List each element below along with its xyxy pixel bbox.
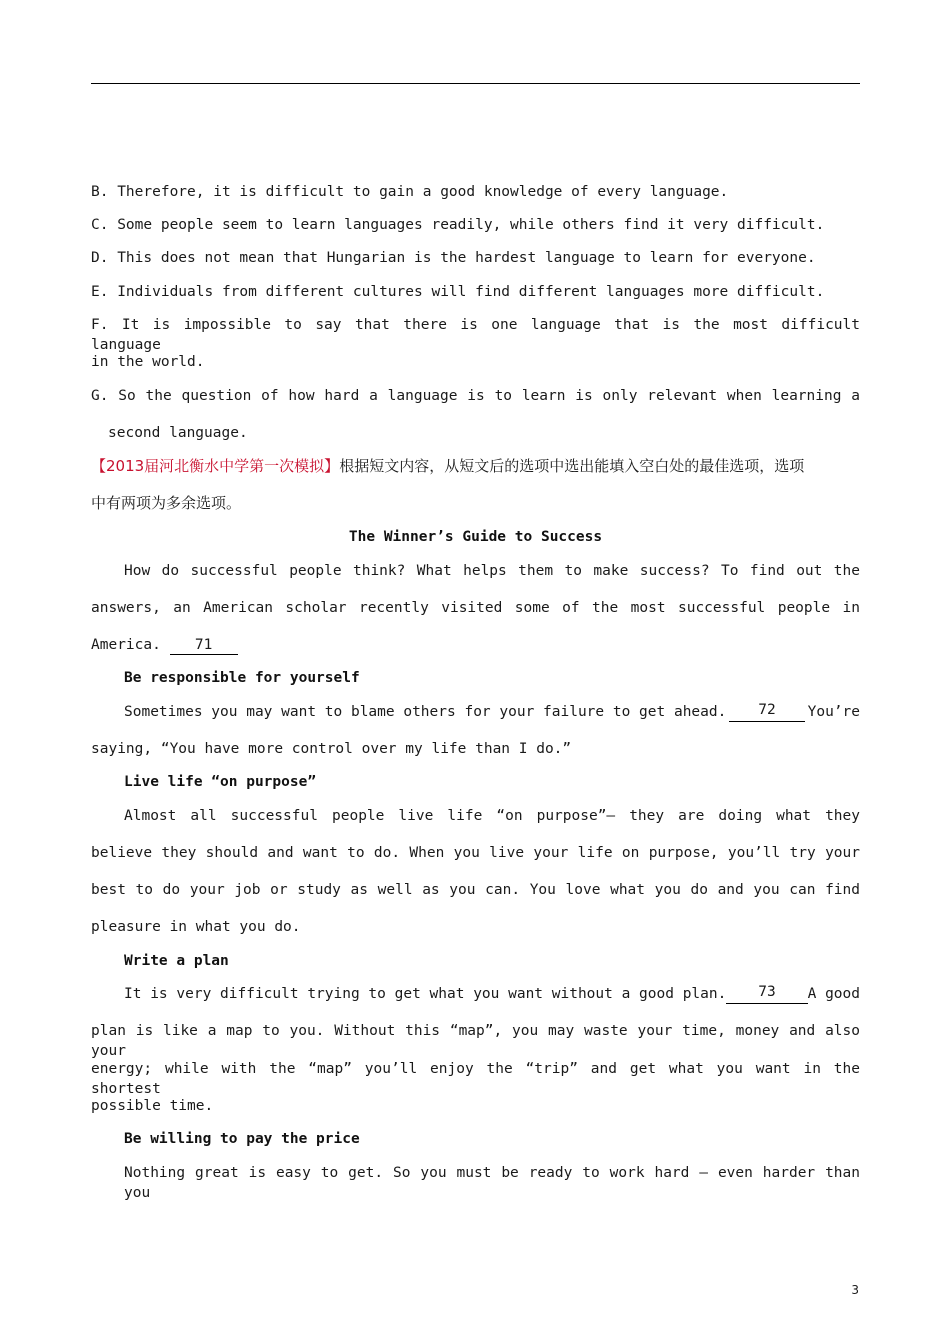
paragraph-line: How do successful people think? What helps them to make success? To find out the xyxy=(124,563,860,579)
page-number: 3 xyxy=(851,1283,859,1297)
paragraph-line: best to do your job or study as well as you can. You love what you do and you can find xyxy=(91,882,860,898)
paragraph-line: saying, “You have more control over my life than I do.” xyxy=(91,741,572,757)
blank-71: 71 xyxy=(170,637,238,655)
paragraph-line: plan is like a map to you. Without this “map”, you may waste your time, money and also your xyxy=(91,1023,860,1059)
blank-73: 73 xyxy=(726,984,807,1004)
paragraph-line: America. 71 xyxy=(91,635,860,655)
instruction-line1: 【2013届河北衡水中学第一次模拟】根据短文内容，从短文后的选项中选出能填入空白处的最佳选项，选项 xyxy=(91,457,805,475)
option-d: D. This does not mean that Hungarian is the hardest language to learn for everyone. xyxy=(91,250,816,266)
option-f-line1: F. It is impossible to say that there is one language that is the most difficult language xyxy=(91,317,860,353)
paragraph-line: It is very difficult trying to get what you want without a good plan. 73 A good xyxy=(124,984,860,1002)
section-heading: Be responsible for yourself xyxy=(124,670,360,686)
option-g-line2: second language. xyxy=(108,425,248,441)
section-heading: Write a plan xyxy=(124,953,229,969)
section-heading: Live life “on purpose” xyxy=(124,774,317,790)
paragraph-line: energy; while with the “map” you’ll enjoy the “trip” and get what you want in the shortest xyxy=(91,1061,860,1097)
section-heading: Be willing to pay the price xyxy=(124,1131,360,1147)
option-f-line2: in the world. xyxy=(91,354,205,370)
paragraph-line: possible time. xyxy=(91,1098,214,1114)
option-g-line1: G. So the question of how hard a language is to learn is only relevant when learning a xyxy=(91,388,860,404)
paragraph-line: Nothing great is easy to get. So you must be ready to work hard — even harder than you xyxy=(124,1165,860,1201)
paragraph-line: answers, an American scholar recently visited some of the most successful people in xyxy=(91,600,860,616)
paragraph-line: believe they should and want to do. When you live your life on purpose, you’ll try your xyxy=(91,845,860,861)
paragraph-line: Sometimes you may want to blame others for your failure to get ahead. 72 You’re xyxy=(124,702,860,720)
paragraph-line: pleasure in what you do. xyxy=(91,919,301,935)
option-e: E. Individuals from different cultures will find different languages more difficult. xyxy=(91,284,825,300)
paragraph-line: Almost all successful people live life “on purpose”— they are doing what they xyxy=(124,808,860,824)
blank-72: 72 xyxy=(729,702,805,722)
option-c: C. Some people seem to learn languages readily, while others find it very difficult. xyxy=(91,217,825,233)
option-b: B. Therefore, it is difficult to gain a good knowledge of every language. xyxy=(91,184,729,200)
source-tag: 【2013届河北衡水中学第一次模拟】 xyxy=(91,457,340,475)
header-rule xyxy=(91,83,860,84)
instruction-line2: 中有两项为多余选项。 xyxy=(91,494,242,512)
article-title: The Winner’s Guide to Success xyxy=(348,529,603,545)
